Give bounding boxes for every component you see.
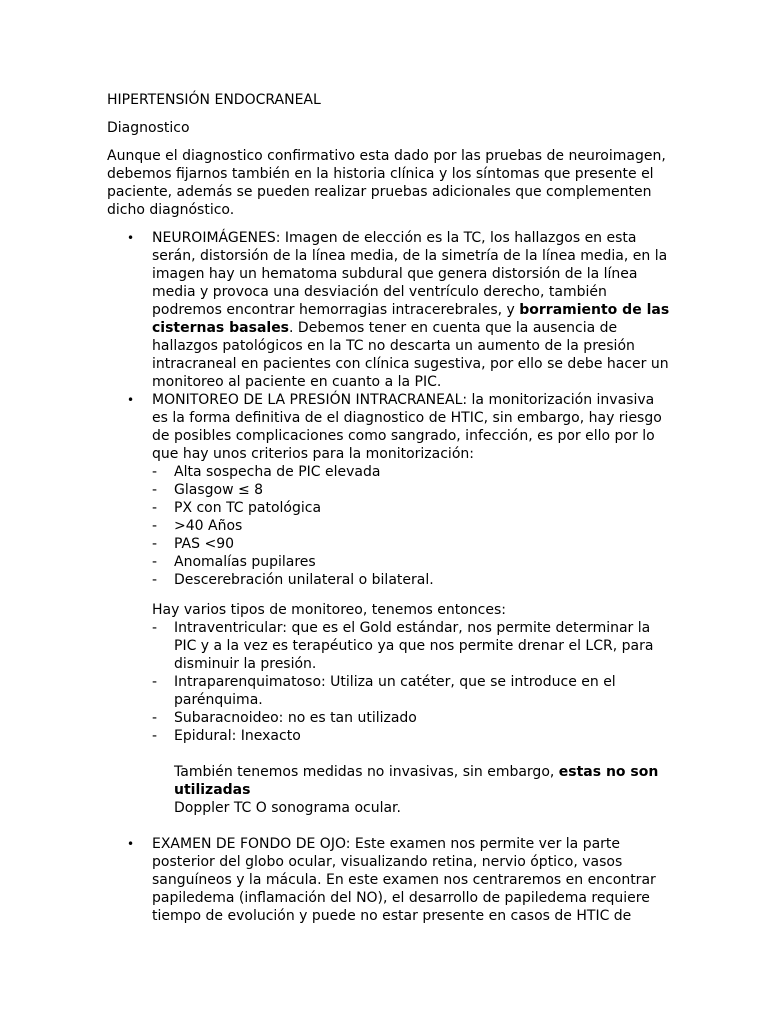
monitoring-type-text: Intraparenquimatoso: Utiliza un catéter, que se introduce en el parénquima. (174, 674, 616, 708)
neuroimagenes-text-a: NEUROIMÁGENES: Imagen de elección es la TC, los hallazgos en esta serán, distorsión de la línea media, de la simetría de la línea media, en la imagen hay un hematoma subdural que genera distorsión de la línea media y provoca una desviación del ventrículo derecho, también podremos encontrar hemorragias intracerebrales, y (152, 230, 668, 318)
monitoring-types-list (152, 619, 672, 745)
list-item (152, 535, 672, 553)
intro-paragraph: Aunque el diagnostico confirmativo esta dado por las pruebas de neuroimagen, debemos fijarnos también en la historia clínica y los síntomas que presente el paciente, además se pueden realizar pruebas adicionales que complementen dicho diagnóstico. (107, 148, 666, 218)
criterion-text: Alta sospecha de PIC elevada (174, 464, 381, 480)
list-item (152, 571, 672, 589)
list-item (152, 463, 672, 481)
dash-marker: - (152, 710, 158, 726)
monitoring-type-text: Subaracnoideo: no es tan utilizado (174, 710, 417, 726)
dash-marker: - (152, 536, 158, 552)
bullet-marker: • (127, 837, 135, 851)
list-item (152, 709, 672, 727)
monitoreo-text: MONITOREO DE LA PRESIÓN INTRACRANEAL: la monitorización invasiva es la forma definitiva de el diagnostico de HTIC, sin embargo, hay riesgo de posibles complicaciones como sangrado, infección, es por ello por lo que hay unos criterios para la monitorización: (152, 392, 662, 462)
list-item (152, 553, 672, 571)
criterion-text: Anomalías pupilares (174, 554, 316, 570)
fondo-de-ojo-text: EXAMEN DE FONDO DE OJO: Este examen nos permite ver la parte posterior del globo ocular, visualizando retina, nervio óptico, vasos sanguíneos y la mácula. En este examen nos centraremos en encontrar papiledema (inflamación del NO), el desarrollo de papiledema requiere tiempo de evolución y puede no estar presente en casos de HTIC de (152, 836, 656, 924)
list-item (152, 619, 672, 673)
dash-marker: - (152, 620, 158, 636)
dash-marker: - (152, 728, 158, 744)
criteria-list (152, 463, 672, 589)
dash-marker: - (152, 518, 158, 534)
noninvasive-bold: estas no son utilizadas (174, 764, 659, 798)
bullet-marker: • (127, 393, 135, 407)
criterion-text: Glasgow ≤ 8 (174, 482, 264, 498)
criterion-text: PAS <90 (174, 536, 235, 552)
neuroimagenes-text-b: . Debemos tener en cuenta que la ausencia de hallazgos patológicos en la TC no descarta un aumento de la presión intracraneal en pacientes con clínica sugestiva, por ello se debe hacer un monitoreo al paciente en cuanto a la PIC. (152, 320, 669, 390)
list-item (152, 499, 672, 517)
list-item (152, 517, 672, 535)
dash-marker: - (152, 482, 158, 498)
list-item-neuroimagenes (107, 229, 672, 391)
monitoring-type-text: Epidural: Inexacto (174, 728, 301, 744)
criterion-text: PX con TC patológica (174, 500, 322, 516)
monitoring-type-text: Intraventricular: que es el Gold estándar, nos permite determinar la PIC y a la vez es terapéutico ya que nos permite drenar el LCR, para disminuir la presión. (174, 620, 654, 672)
dash-marker: - (152, 572, 158, 588)
list-item (152, 481, 672, 499)
dash-marker: - (152, 554, 158, 570)
dash-marker: - (152, 674, 158, 690)
list-item (152, 673, 672, 709)
criterion-text: Descerebración unilateral o bilateral. (174, 572, 434, 588)
list-item-monitoreo (107, 391, 672, 817)
neuroimagenes-bold: borramiento de las cisternas basales (152, 302, 670, 336)
list-item (152, 727, 672, 745)
section-subtitle: Diagnostico (107, 120, 190, 136)
bullet-marker: • (127, 231, 135, 245)
monitoring-types-intro: Hay varios tipos de monitoreo, tenemos entonces: (152, 602, 507, 618)
noninvasive-paragraph (174, 763, 672, 799)
dash-marker: - (152, 500, 158, 516)
main-bullet-list (107, 229, 668, 925)
noninvasive-text: También tenemos medidas no invasivas, sin embargo, (174, 764, 559, 780)
criterion-text: >40 Años (174, 518, 243, 534)
document-title: HIPERTENSIÓN ENDOCRANEAL (107, 92, 321, 108)
list-item-fondo-de-ojo (107, 835, 672, 925)
noninvasive-block (152, 763, 672, 817)
dash-marker: - (152, 464, 158, 480)
noninvasive-methods: Doppler TC O sonograma ocular. (174, 800, 401, 816)
